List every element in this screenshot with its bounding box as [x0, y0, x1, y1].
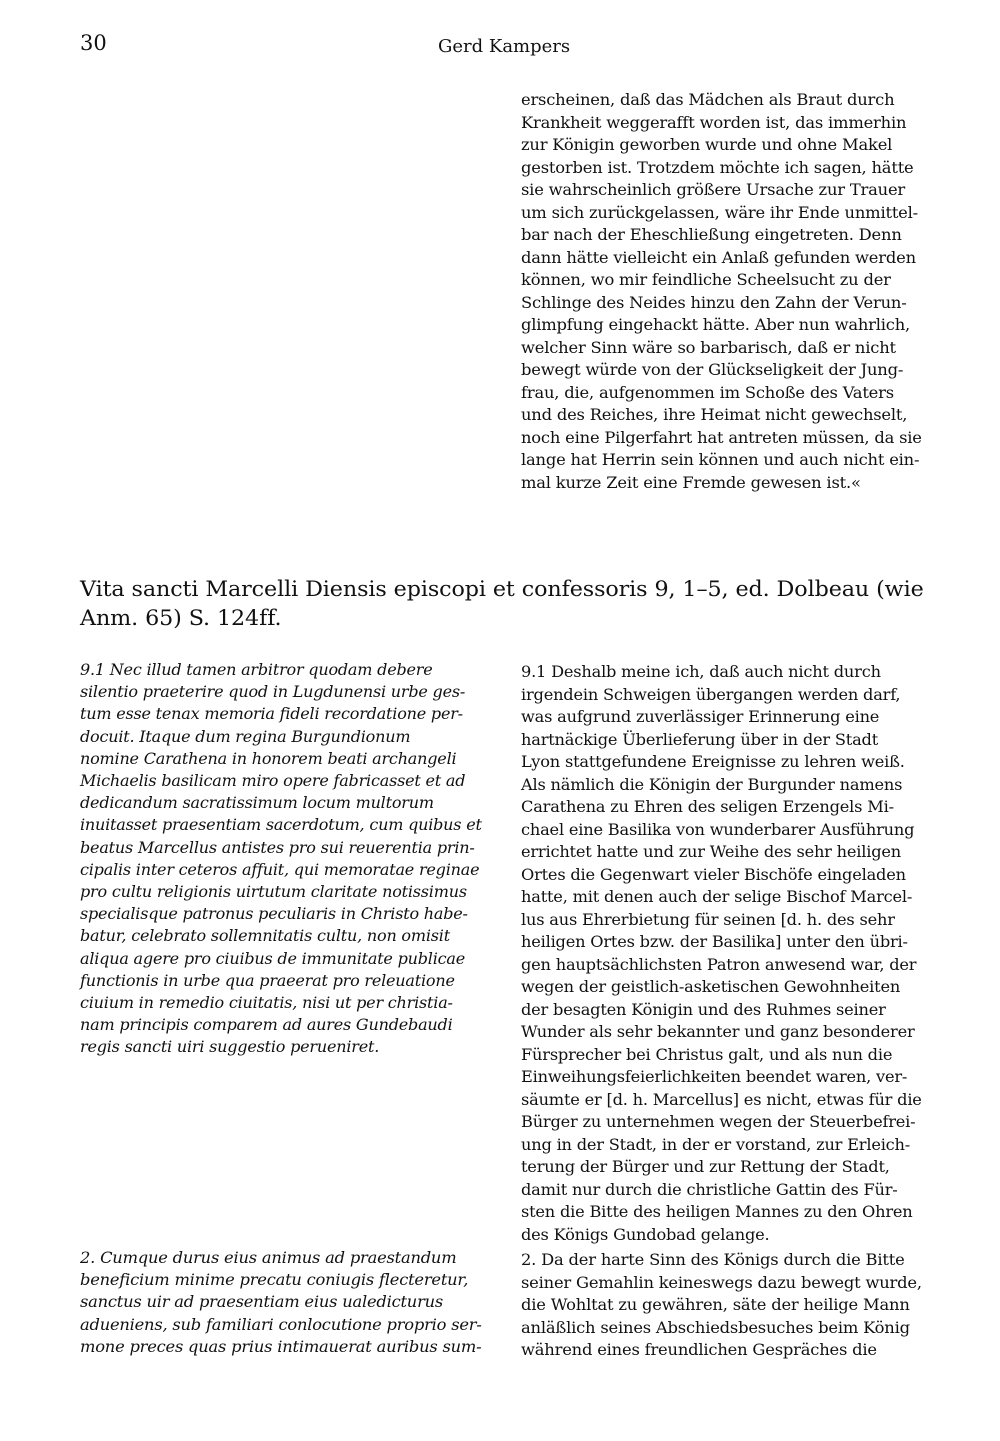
- running-head: Gerd Kampers: [438, 36, 571, 57]
- page-number: 30: [80, 31, 107, 55]
- latin-paragraph-9-1: 9.1 Nec illud tamen arbitror quodam debere silentio praeterire quod in Lugdunensi urbe ges- tum esse tenax memoria fideli recordatione per- docuit. Itaque dum regina Burgundionum nomine Carathena in honorem beati archangeli Michaelis basilicam miro opere fabricasset et ad dedicandum sacratissimum locum multorum inuitasset praesentiam sacerdotum, cum quibus et beatus Marcellus antistes pro sui reuerentia prin- cipalis inter ceteros affuit, qui memoratae reginae pro cultu religionis uirtutum claritate notissimus specialisque patronus peculiaris in Christo habe- batur, celebrato sollemnitatis cultu, non omisit aliqua agere pro ciuibus de immunitate publicae functionis in urbe qua praeerat pro releuatione ciuium in remedio ciuitatis, nisi ut per christia- nam principis comparem ad aures Gundebaudi regis sancti uiri suggestio perueniret.: [80, 661, 482, 1057]
- top-german-translation: erscheinen, daß das Mädchen als Braut durch Krankheit weggerafft worden ist, das immerhin zur Königin geworben wurde und ohne Makel gestorben ist. Trotzdem möchte ich sagen, hätte sie wahrscheinlich größere Ursache zur Trauer um sich zurückgelassen, wäre ihr Ende unmittel- bar nach der Eheschließung eingetreten. Denn dann hätte vielleicht ein Anlaß gefunden werden können, wo mir feindliche Scheelsucht zu der Schlinge des Neides hinzu den Zahn der Verun- glimpfung eingehackt hätte. Aber nun wahrlich, welcher Sinn wäre so barbarisch, daß er nicht bewegt würde von der Glückseligkeit der Jung- frau, die, aufgenommen im Schoße des Vaters und des Reiches, ihre Heimat nicht gewechselt, noch eine Pilgerfahrt hat antreten müssen, da sie lange hat Herrin sein können und auch nicht ein- mal kurze Zeit eine Fremde gewesen ist.«: [521, 90, 922, 492]
- german-paragraph-2: 2. Da der harte Sinn des Königs durch die Bitte seiner Gemahlin keineswegs dazu bewegt wurde, die Wohltat zu gewähren, säte der heilige Mann anläßlich seines Abschiedsbesuches beim König während eines freundlichen Gespräches die: [521, 1250, 922, 1359]
- section-heading: Vita sancti Marcelli Diensis episcopi et confessoris 9, 1–5, ed. Dolbeau (wie Anm. 65) S. 124ff.: [80, 577, 924, 630]
- german-paragraph-9-1: 9.1 Deshalb meine ich, daß auch nicht durch irgendein Schweigen übergangen werden darf, was aufgrund zuverlässiger Erinnerung eine hartnäckige Überlieferung über in der Stadt Lyon stattgefundene Ereignisse zu lehren weiß. Als nämlich die Königin der Burgunder namens Carathena zu Ehren des seligen Erzengels Mi- chael eine Basilika von wunderbarer Ausführung errichtet hatte und zur Weihe des sehr heiligen Ortes die Gegenwart vieler Bischöfe eingeladen hatte, mit denen auch der selige Bischof Marcel- lus aus Ehrerbietung für seinen [d. h. des sehr heiligen Ortes bzw. der Basilika] unter den übri- gen hauptsächlichsten Patron anwesend war, der wegen der geistlich-asketischen Gewohnheiten der besagten Königin und des Ruhmes seiner Wunder als sehr bekannter und ganz besonderer Fürsprecher bei Christus galt, und als nun die Einweihungsfeierlichkeiten beendet waren, ver- säumte er [d. h. Marcellus] es nicht, etwas für die Bürger zu unternehmen wegen der Steuerbefrei- ung in der Stadt, in der er vorstand, zur Erleich- terung der Bürger und zur Rettung der Stadt, damit nur durch die christliche Gattin des Für- sten die Bitte des heiligen Mannes zu den Ohren des Königs Gundobad gelange.: [521, 662, 922, 1244]
- latin-paragraph-2: 2. Cumque durus eius animus ad praestandum beneficium minime precatu coniugis flecteretur, sanctus uir ad praesentiam eius ualedicturus adueniens, sub familiari conlocutione proprio ser- mone preces quas prius intimauerat auribus sum-: [80, 1249, 482, 1356]
